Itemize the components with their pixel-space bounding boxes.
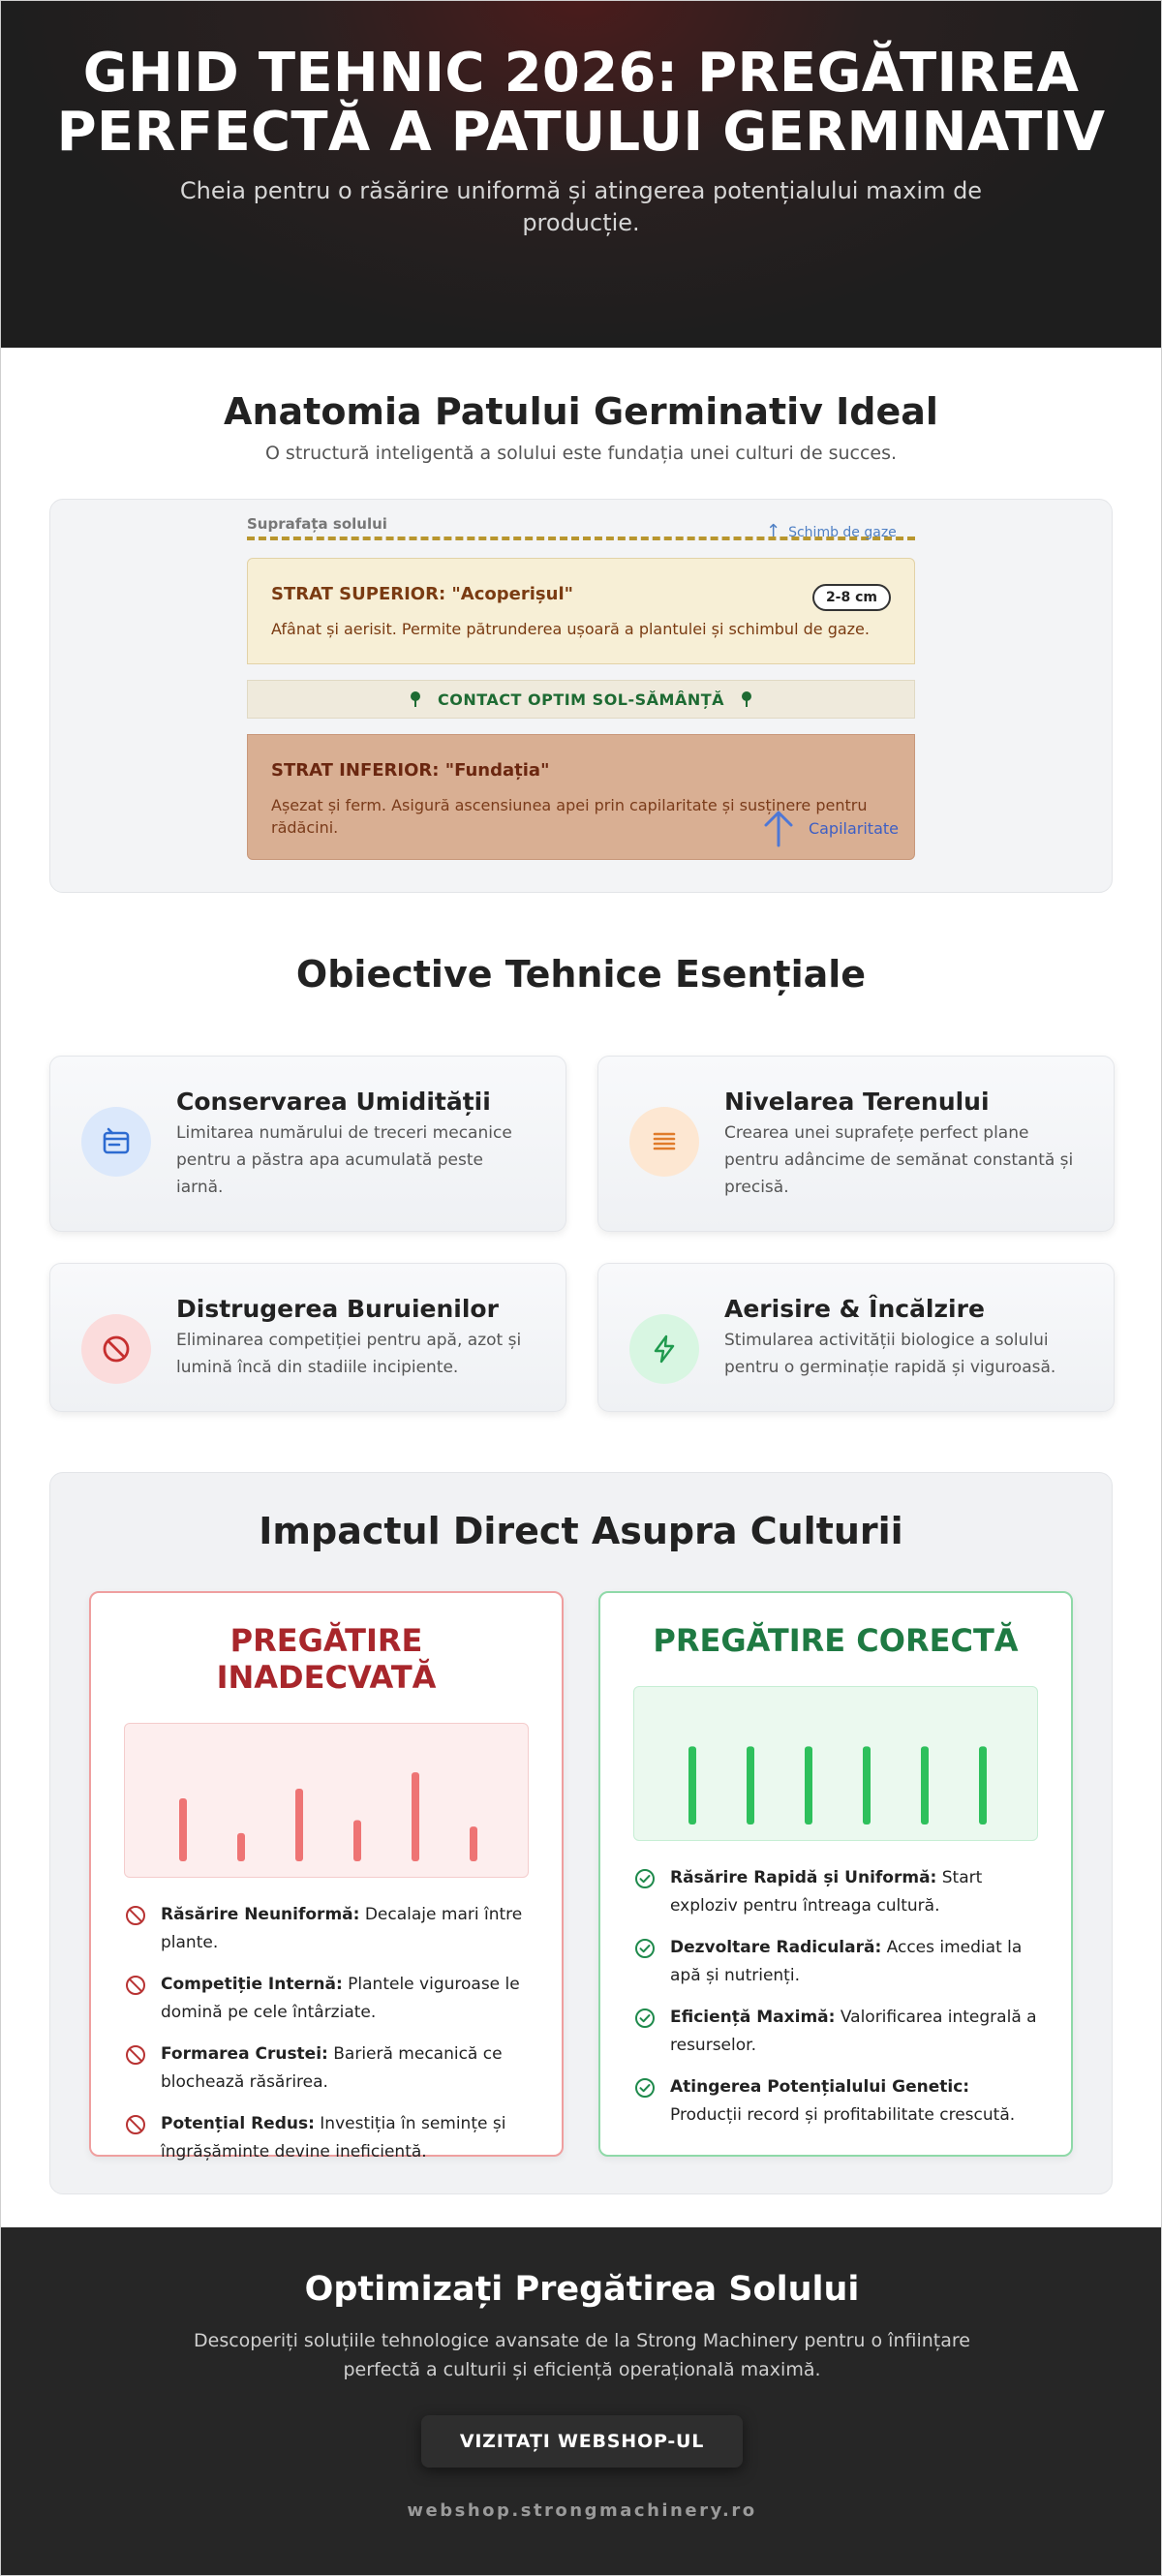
- plant-stem: [863, 1746, 871, 1825]
- effect-text: Barieră mecanică ce blochează răsărirea.: [161, 2044, 503, 2092]
- anatomy-subtitle: O structură inteligentă a solului este fundația unei culturi de succes.: [264, 443, 898, 464]
- effect-text: Start exploziv pentru întreaga cultură.: [670, 1868, 983, 1916]
- depth-badge: 2-8 cm: [812, 584, 891, 611]
- objective-desc: Eliminarea competiției pentru apă, azot și lumină încă din stadiile incipiente.: [176, 1331, 522, 1377]
- objective-title: Aerisire & Încălzire: [724, 1295, 985, 1323]
- list-item: [633, 2004, 1038, 2060]
- objectives-section: [1, 893, 1161, 1412]
- ban-icon: [124, 2043, 147, 2067]
- objective-card: [597, 1056, 1115, 1232]
- footer-title: Optimizați Pregătirea Solului: [304, 2270, 860, 2309]
- list-item: [124, 2110, 529, 2166]
- uneven-emergence-illustration: [124, 1723, 529, 1878]
- objective-card: [49, 1056, 566, 1232]
- bottom-layer-title: STRAT INFERIOR: "Fundația": [271, 760, 550, 781]
- plant-stem: [295, 1789, 303, 1861]
- list-item: [633, 1864, 1038, 1920]
- plants-graphic: [125, 1724, 532, 1879]
- plant-stem: [921, 1746, 929, 1825]
- list-item: [124, 1901, 529, 1957]
- effect-heading: Atingerea Potențialului Genetic:: [670, 2077, 970, 2097]
- top-layer-title: STRAT SUPERIOR: "Acoperișul": [271, 584, 573, 604]
- correct-prep-card: [598, 1591, 1073, 2157]
- correct-effects-list: [633, 1864, 1038, 2130]
- seed-icon: [411, 691, 420, 707]
- page-title: GHID TEHNIC 2026: PREGĂTIREA PERFECTĂ A PATULUI GERMINATIV: [56, 42, 1106, 164]
- check-circle-icon: [633, 1867, 657, 1890]
- bottom-layer-desc: Așezat și ferm. Asigură ascensiunea apei prin capilaritate și susținere pentru rădăcini.: [271, 796, 868, 837]
- list-item: [633, 2073, 1038, 2130]
- objective-desc: Crearea unei suprafețe perfect plane pentru adâncime de semănat constantă și precisă.: [724, 1123, 1074, 1197]
- objective-desc: Limitarea numărului de treceri mecanice pentru a păstra apa acumulată peste iarnă.: [176, 1123, 512, 1197]
- correct-prep-title: PREGĂTIRE CORECTĂ: [653, 1622, 1019, 1659]
- impact-section: [49, 1472, 1113, 2194]
- effect-heading: Potențial Redus:: [161, 2114, 315, 2133]
- capillarity-note: [762, 809, 899, 847]
- plant-stem: [412, 1772, 419, 1861]
- effect-text: Decalaje mari între plante.: [161, 1905, 523, 1952]
- plant-stem: [179, 1798, 187, 1861]
- capillarity-label: Capilaritate: [808, 818, 899, 838]
- hero-banner: [1, 1, 1161, 348]
- ban-icon: [81, 1314, 151, 1384]
- visit-webshop-button[interactable]: VIZITAȚI WEBSHOP-UL: [421, 2415, 743, 2468]
- plant-stem: [805, 1746, 812, 1825]
- objectives-title: Obiective Tehnice Esențiale: [295, 953, 867, 996]
- hero-subtitle: Cheia pentru o răsărire uniformă și atingerea potențialului maxim de producție.: [179, 177, 983, 236]
- effect-heading: Formarea Crustei:: [161, 2044, 328, 2064]
- bottom-layer: [247, 734, 915, 860]
- effect-text: Valorificarea integrală a resurselor.: [670, 2008, 1037, 2055]
- arrow-up-icon: ↑: [766, 521, 781, 541]
- top-layer: [247, 558, 915, 664]
- ban-icon: [124, 1974, 147, 1997]
- anatomy-section: [1, 348, 1161, 893]
- objective-title: Conservarea Umidității: [176, 1088, 491, 1116]
- effect-text: Acces imediat la apă și nutrienți.: [670, 1938, 1023, 1985]
- plant-stem: [979, 1746, 987, 1825]
- seed-soil-contact-band: [247, 680, 915, 719]
- inadequate-effects-list: [124, 1901, 529, 2166]
- effect-heading: Competiție Internă:: [161, 1975, 343, 1994]
- footer-text: Descoperiți soluțiile tehnologice avansate de la Strong Machinery pentru o înființare perfectă a culturii și eficiență operațională maximă.: [194, 2330, 970, 2380]
- gas-exchange-note: [766, 521, 897, 541]
- plants-graphic: [634, 1687, 1041, 1842]
- objective-desc: Stimularea activității biologice a solului pentru o germinație rapidă și viguroasă.: [724, 1331, 1056, 1377]
- footer-cta: [1, 2227, 1162, 2576]
- list-item: [124, 1971, 529, 2027]
- plant-stem: [688, 1746, 696, 1825]
- gas-exchange-label: Schimb de gaze: [788, 525, 897, 540]
- anatomy-title: Anatomia Patului Germinativ Ideal: [224, 390, 938, 433]
- lightning-icon: [629, 1314, 699, 1384]
- objectives-grid: [49, 1056, 1113, 1412]
- ban-icon: [124, 1904, 147, 1927]
- seed-icon: [742, 691, 751, 707]
- webshop-url-link[interactable]: webshop.strongmachinery.ro: [407, 2500, 757, 2521]
- objective-title: Nivelarea Terenului: [724, 1088, 990, 1116]
- seedbed-diagram: [49, 499, 1113, 893]
- soil-surface-label: Suprafața solului: [247, 515, 387, 533]
- water-tank-icon: [81, 1107, 151, 1177]
- check-circle-icon: [633, 2076, 657, 2100]
- check-circle-icon: [633, 2007, 657, 2030]
- arrow-up-icon: [762, 809, 795, 847]
- plant-stem: [237, 1833, 245, 1861]
- effect-text: Producții record și profitabilitate crescută.: [670, 2105, 1016, 2125]
- effect-text: Plantele viguroase le domină pe cele întârziate.: [161, 1975, 520, 2022]
- impact-title: Impactul Direct Asupra Culturii: [259, 1510, 903, 1552]
- list-item: [633, 1934, 1038, 1990]
- effect-heading: Răsărire Neuniformă:: [161, 1905, 360, 1924]
- inadequate-prep-card: [89, 1591, 564, 2162]
- inadequate-prep-title: PREGĂTIRE INADECVATĂ: [216, 1622, 437, 1696]
- effect-heading: Dezvoltare Radiculară:: [670, 1938, 882, 1957]
- effect-text: Investiția în semințe și îngrășăminte devine ineficientă.: [161, 2114, 506, 2162]
- objective-card: [49, 1263, 566, 1412]
- level-lines-icon: [629, 1107, 699, 1177]
- ban-icon: [124, 2113, 147, 2136]
- check-circle-icon: [633, 1937, 657, 1960]
- effect-heading: Răsărire Rapidă și Uniformă:: [670, 1868, 937, 1887]
- plant-stem: [747, 1746, 754, 1825]
- objective-title: Distrugerea Buruienilor: [176, 1295, 499, 1323]
- list-item: [124, 2040, 529, 2097]
- plant-stem: [470, 1826, 477, 1861]
- contact-label: CONTACT OPTIM SOL-SĂMÂNȚĂ: [437, 690, 725, 709]
- uniform-emergence-illustration: [633, 1686, 1038, 1841]
- objective-card: [597, 1263, 1115, 1412]
- top-layer-desc: Afânat și aerisit. Permite pătrunderea ușoară a plantulei și schimbul de gaze.: [271, 620, 870, 638]
- impact-comparison: [89, 1591, 1073, 2162]
- effect-heading: Eficiență Maximă:: [670, 2008, 836, 2027]
- plant-stem: [353, 1820, 361, 1861]
